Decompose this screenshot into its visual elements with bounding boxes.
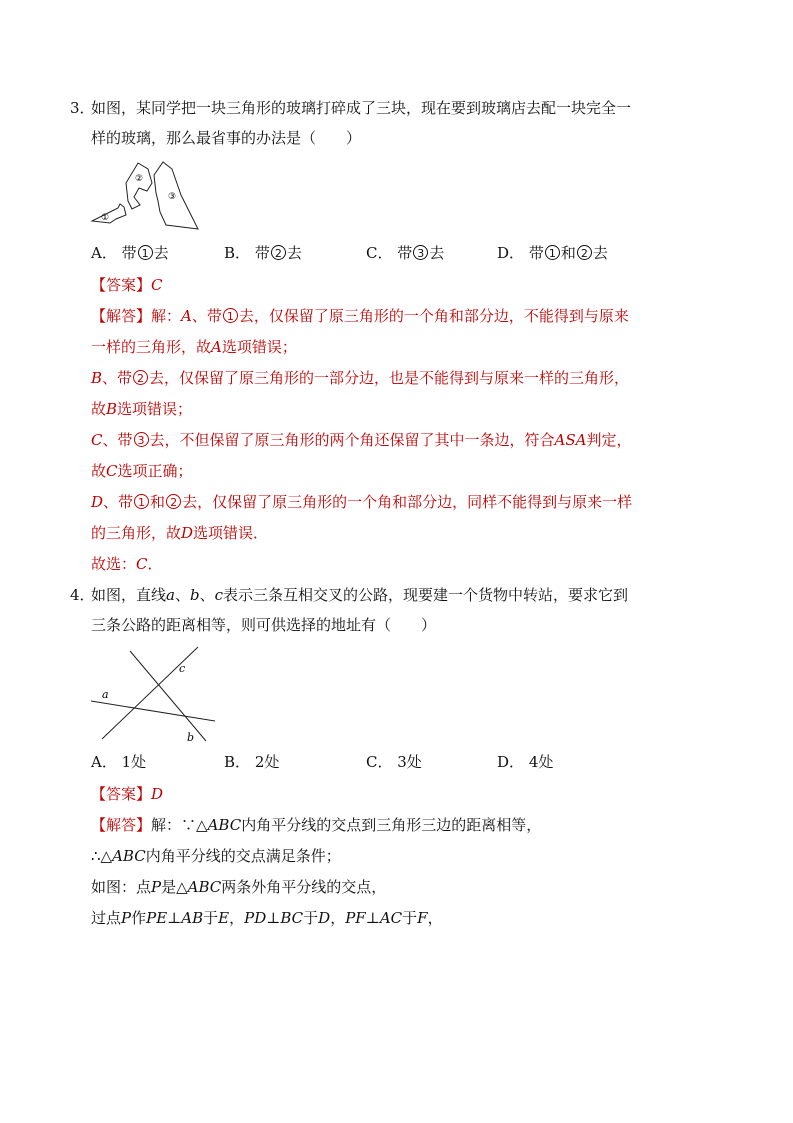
glass-piece-2 bbox=[126, 163, 152, 209]
question-4-stem-line2: 三条公路的距离相等，则可供选择的地址有（ ） bbox=[91, 616, 437, 634]
piece-3-label: ③ bbox=[167, 192, 177, 202]
circled-number: 2 bbox=[271, 245, 286, 260]
three-roads-figure bbox=[88, 644, 223, 744]
question-3-stem-line2: 样的玻璃，那么最省事的办法是（ ） bbox=[91, 129, 362, 147]
circled-number: 1 bbox=[545, 245, 560, 260]
question-3-number: 3． bbox=[70, 99, 95, 117]
q4-solution-line3: 如图：点P是△ABC两条外角平分线的交点， bbox=[91, 878, 387, 896]
glass-pieces-figure bbox=[88, 157, 218, 237]
q3-solution-a-line1: 【解答】解：A、带 1 去，仅保留了原三角形的一个角和部分边，不能得到与原来 bbox=[91, 307, 629, 325]
q3-solution-a-line2: 一样的三角形，故A选项错误； bbox=[91, 338, 297, 356]
line-a-label: a bbox=[102, 688, 109, 701]
circled-number: 1 bbox=[138, 245, 153, 260]
line-b-label: b bbox=[187, 731, 195, 744]
q3-answer: 【答案】C bbox=[91, 276, 163, 294]
circled-number: 1 bbox=[223, 308, 238, 323]
q4-answer: 【答案】D bbox=[91, 785, 164, 803]
q3-solution-d-line1: D、带 1 和 2 去，仅保留了原三角形的一个角和部分边，同样不能得到与原来一样 bbox=[91, 493, 633, 511]
q3-option-a: A． 带 1 去 bbox=[91, 244, 169, 262]
circled-number: 2 bbox=[166, 494, 181, 509]
question-3-stem-line1: 如图，某同学把一块三角形的玻璃打碎成了三块，现在要到玻璃店去配一块完全一 bbox=[91, 99, 632, 117]
road-line-b bbox=[102, 647, 198, 739]
q4-option-c: C． 3处 bbox=[366, 753, 422, 771]
piece-1-label: ① bbox=[100, 213, 110, 223]
piece-2-label: ② bbox=[134, 174, 144, 184]
circled-number: 3 bbox=[134, 432, 149, 447]
q4-solution-line4: 过点P作PE⊥AB于E，PD⊥BC于D，PF⊥AC于F， bbox=[91, 909, 443, 927]
q3-solution-d-line2: 的三角形，故D选项错误． bbox=[91, 524, 269, 542]
road-line-c bbox=[130, 651, 206, 741]
q3-solution-b-line1: B、带 2 去，仅保留了原三角形的一部分边，也是不能得到与原来一样的三角形， bbox=[91, 369, 630, 387]
q3-option-c: C． 带 3 去 bbox=[366, 244, 445, 262]
q3-option-b: B． 带 2 去 bbox=[224, 244, 302, 262]
circled-number: 2 bbox=[577, 245, 592, 260]
circled-number: 1 bbox=[134, 494, 149, 509]
question-4-stem-line1: 如图，直线a、b、c表示三条互相交叉的公路，现要建一个货物中转站，要求它到 bbox=[91, 586, 629, 604]
q3-solution-choose: 故选：C． bbox=[91, 555, 163, 573]
q4-solution-line2: ∴△ABC内角平分线的交点满足条件； bbox=[91, 847, 341, 865]
q4-option-b: B． 2处 bbox=[224, 753, 280, 771]
circled-number: 3 bbox=[413, 245, 428, 260]
question-4-number: 4． bbox=[70, 586, 95, 604]
q3-solution-b-line2: 故B选项错误； bbox=[91, 400, 193, 418]
q3-option-d: D． 带 1 和 2 去 bbox=[497, 244, 608, 262]
q3-solution-c-line1: C、带 3 去，不但保留了原三角形的两个角还保留了其中一条边，符合ASA判定， bbox=[91, 431, 632, 449]
road-line-a bbox=[91, 701, 215, 721]
q4-option-d: D． 4处 bbox=[497, 753, 554, 771]
q4-solution-line1: 【解答】解：∵△ABC内角平分线的交点到三角形三边的距离相等， bbox=[91, 816, 542, 834]
q4-option-a: A． 1处 bbox=[91, 753, 147, 771]
q3-solution-c-line2: 故C选项正确； bbox=[91, 462, 193, 480]
line-c-label: c bbox=[179, 662, 186, 675]
circled-number: 2 bbox=[133, 370, 148, 385]
